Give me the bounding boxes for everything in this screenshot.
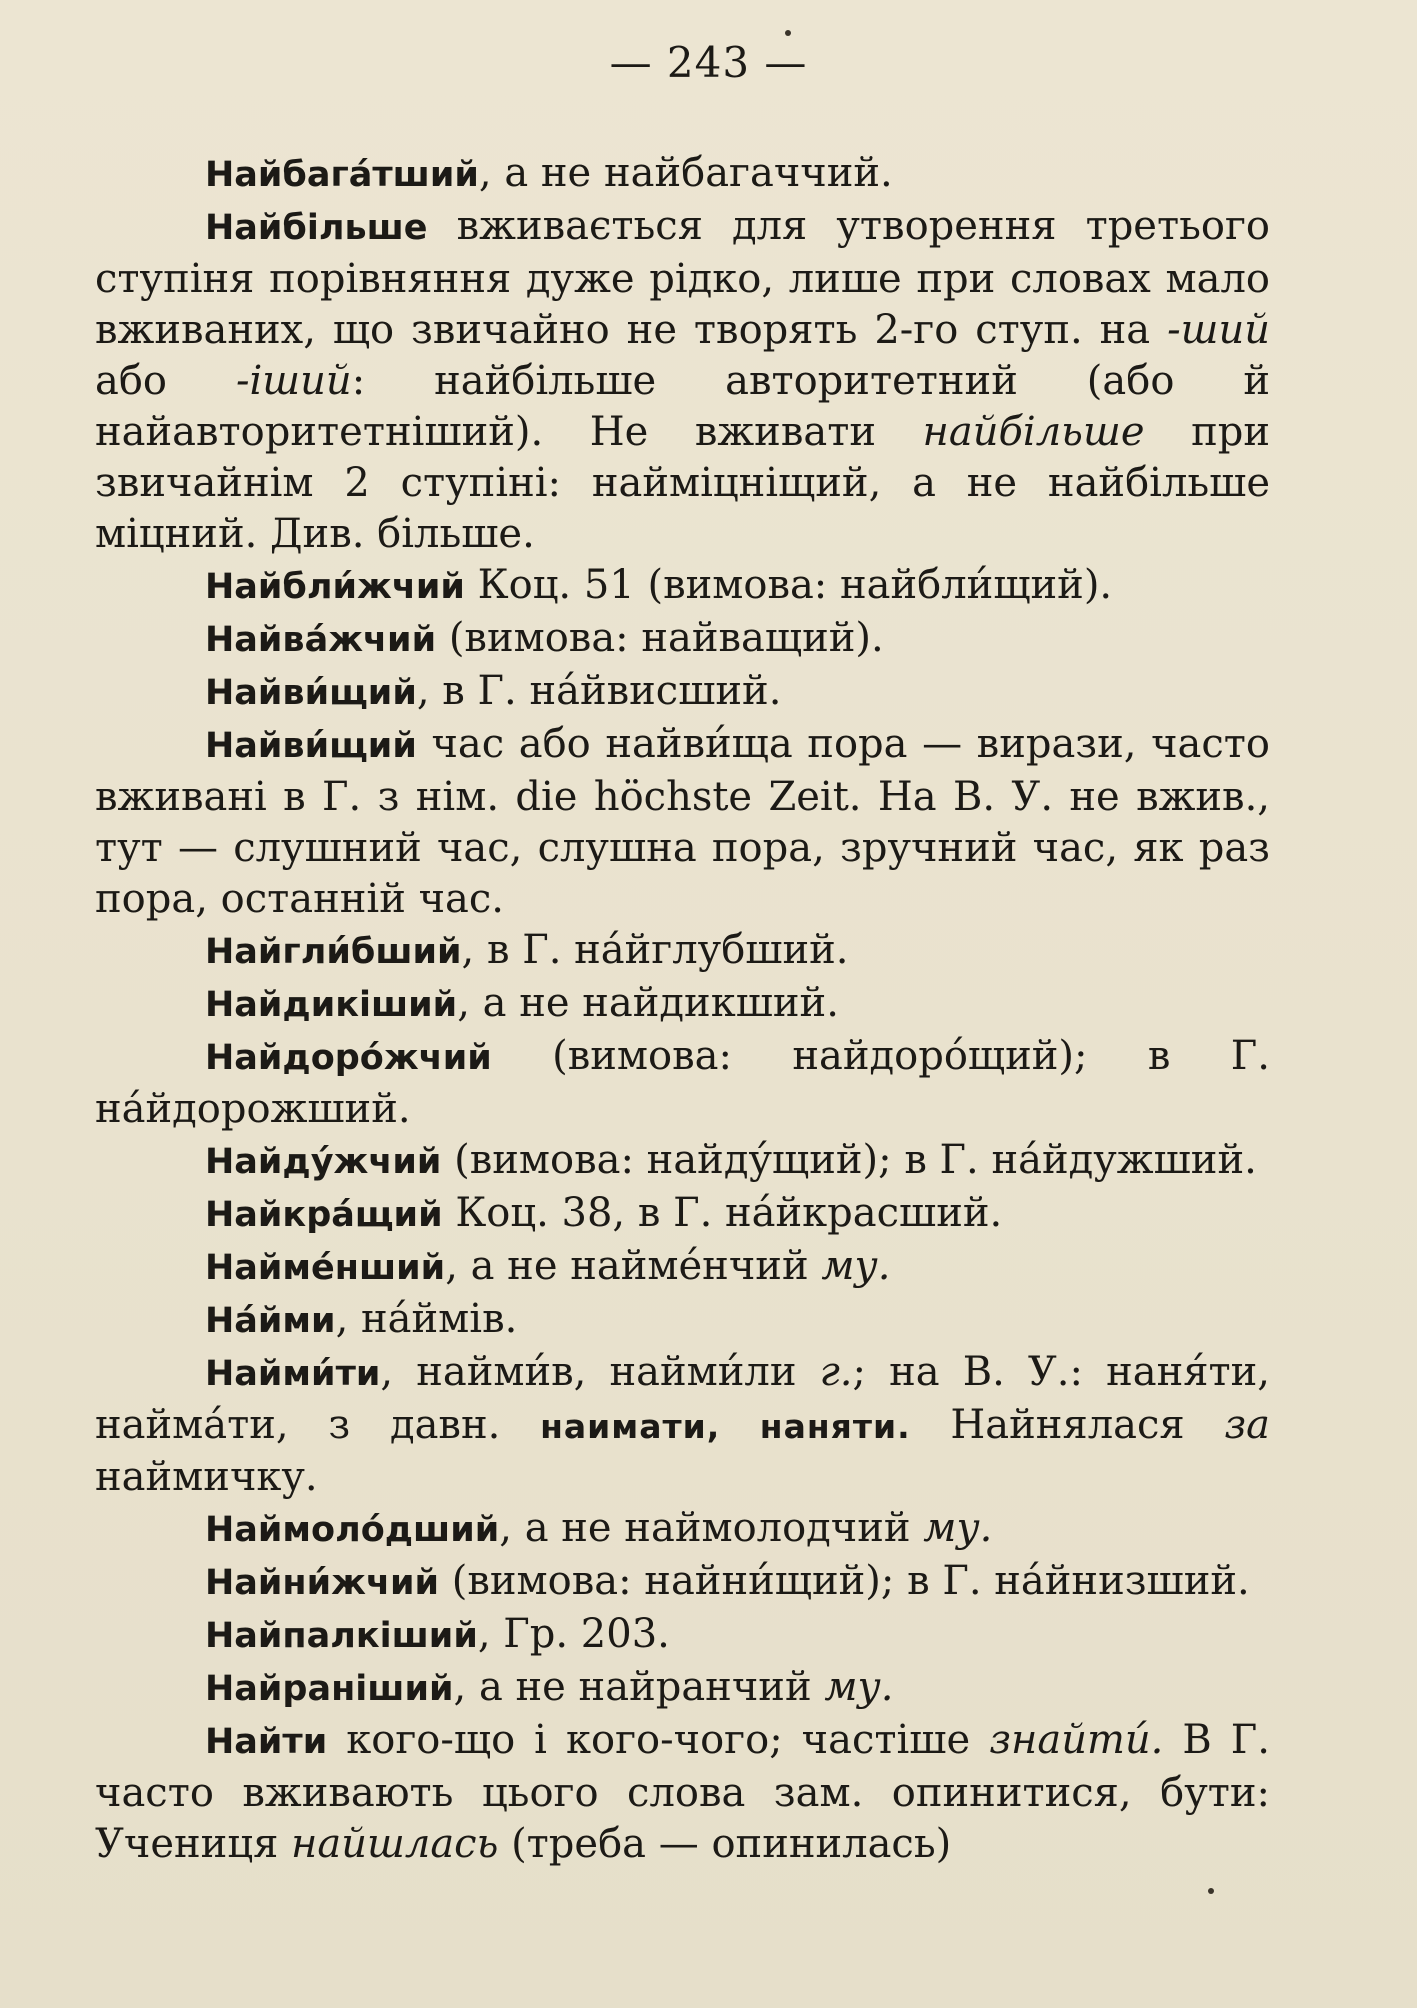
entry-headword: Найбага́тший — [205, 155, 479, 195]
entry: Найбага́тший, а не найбагаччий. — [205, 150, 893, 196]
entry-headword: Найме́нший — [205, 1248, 446, 1288]
entry: Найдоро́жчий (вимова: найдоро́щий); в Г. на́йдорожший. — [95, 1033, 1270, 1132]
entry: На́йми, на́ймів. — [205, 1296, 518, 1342]
entry-headword: Наймоло́дший — [205, 1510, 500, 1550]
entry: Найми́ти, найми́в, найми́ли г.; на В. У.: наня́ти, найма́ти, з давн. наимати, наняти. Найнялася за наймичку. — [95, 1349, 1270, 1500]
entry: Найпалкіший, Гр. 203. — [205, 1611, 670, 1657]
entry: Найраніший, а не найранчий му. — [205, 1664, 894, 1710]
entry-headword: Найдикіший — [205, 985, 458, 1025]
entry: Найкра́щий Коц. 38, в Г. на́йкрасший. — [205, 1190, 1003, 1236]
entry: Найви́щий, в Г. на́йвисший. — [205, 668, 782, 714]
entry-headword: Найпалкіший — [205, 1616, 478, 1656]
entry: Найти кого-що і кого-чого; частіше знайти́. В Г. часто вживають цього слова зам. опинитися, бути: Учениця найшлась (треба — опинилась) — [95, 1717, 1270, 1867]
entry: Наймоло́дший, а не наймолодчий му. — [205, 1505, 993, 1551]
entry: Найме́нший, а не найме́нчий му. — [205, 1243, 891, 1289]
entry-headword: На́йми — [205, 1301, 336, 1341]
entry: Найва́жчий (вимова: найващий). — [205, 615, 884, 661]
page-number: — 243 — — [609, 38, 808, 87]
entry-headword: Найви́щий — [205, 726, 417, 766]
old-slavonic-form: наимати, наняти. — [540, 1407, 911, 1446]
entry: Найни́жчий (вимова: найни́щий); в Г. на́йнизший. — [205, 1558, 1250, 1604]
entry-headword: Найни́жчий — [205, 1563, 440, 1603]
entry-headword: Найбли́жчий — [205, 567, 465, 607]
print-speck — [785, 30, 791, 36]
entry-headword: Найраніший — [205, 1669, 454, 1709]
entry: Найгли́бший, в Г. на́йглубший. — [205, 927, 849, 973]
entry-headword: Найкра́щий — [205, 1195, 443, 1235]
entry-headword: Найва́жчий — [205, 620, 437, 660]
entry-headword: Найду́жчий — [205, 1142, 442, 1182]
entry-headword: Найдоро́жчий — [205, 1038, 492, 1078]
entry-headword: Найгли́бший — [205, 932, 462, 972]
print-speck — [1208, 1888, 1214, 1894]
dictionary-text — [95, 148, 1270, 1870]
entry-headword: Найми́ти — [205, 1354, 381, 1394]
entry: Найбли́жчий Коц. 51 (вимова: найбли́щий). — [205, 562, 1113, 608]
entry: Найдикіший, а не найдикший. — [205, 980, 839, 1026]
entry: Найду́жчий (вимова: найду́щий); в Г. на́йдужший. — [205, 1137, 1257, 1183]
entry-headword: Найти — [205, 1722, 328, 1762]
entry: Найви́щий час або найви́ща пора — вирази, часто вживані в Г. з нім. die höchste Zeit. На В. У. не вжив., тут — слушний час, слушна пора, зручний час, як раз пора, останній час. — [95, 721, 1270, 922]
entry-headword: Найбільше — [205, 208, 428, 248]
entry-headword: Найви́щий — [205, 673, 417, 713]
entry: Найбільше вживається для утворення третього ступіня порівняння дуже рідко, лише при словах мало вживаних, що звичайно не творять 2-го ступ. на -ший або -іший: найбільше авторитетний (або й найавторитетніший). Не вживати найбільше при звичайнім 2 ступіні: найміцніщий, а не найбільше міцний. Див. більше. — [95, 203, 1270, 557]
